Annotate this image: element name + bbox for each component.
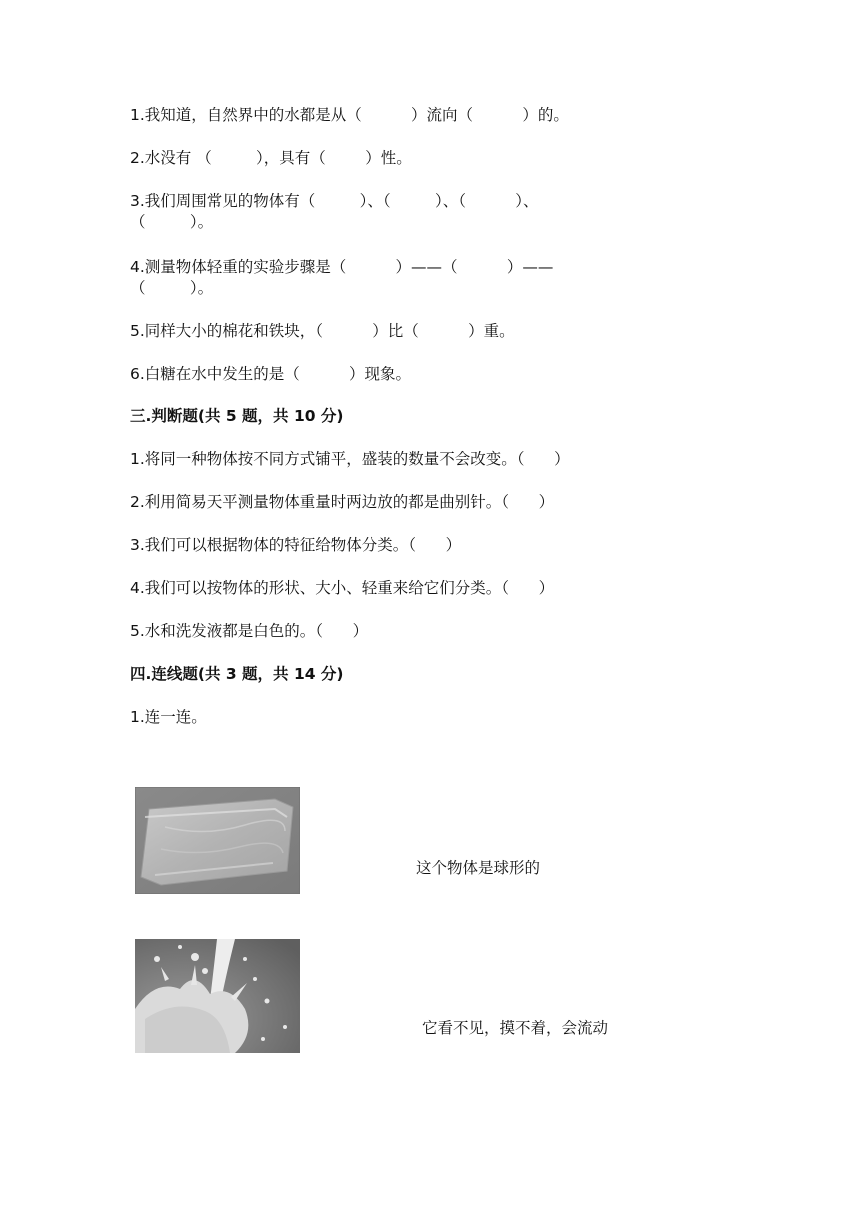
milk-splash-photo-graphic — [135, 939, 300, 1053]
plastic-bag-photo-graphic — [135, 787, 300, 894]
fill-blank-item-1: 1.我知道，自然界中的水都是从（ ）流向（ ）的。 — [130, 106, 569, 124]
fill-blank-item-2: 2.水没有 （ ），具有（ ）性。 — [130, 149, 412, 167]
fill-blank-item-6: 6.白糖在水中发生的是（ ）现象。 — [130, 365, 412, 383]
judge-item-1: 1.将同一种物体按不同方式铺平，盛装的数量不会改变。（ ） — [130, 450, 570, 468]
fill-blank-item-3-continued: （ ）。 — [130, 213, 214, 231]
match-caption-2: 它看不见，摸不着，会流动 — [422, 1019, 609, 1037]
judge-item-4: 4.我们可以按物体的形状、大小、轻重来给它们分类。（ ） — [130, 579, 555, 597]
judge-section-title: 三.判断题(共 5 题，共 10 分) — [130, 407, 344, 425]
milk-splash-photo-icon — [135, 939, 300, 1053]
judge-item-5: 5.水和洗发液都是白色的。（ ） — [130, 622, 369, 640]
match-caption-1: 这个物体是球形的 — [416, 859, 541, 877]
match-section-title: 四.连线题(共 3 题，共 14 分) — [130, 665, 344, 683]
match-prompt: 1.连一连。 — [130, 708, 207, 726]
fill-blank-item-4-continued: （ ）。 — [130, 279, 214, 297]
fill-blank-item-4: 4.测量物体轻重的实验步骤是（ ）——（ ）—— — [130, 258, 554, 276]
judge-item-2: 2.利用简易天平测量物体重量时两边放的都是曲别针。（ ） — [130, 493, 555, 511]
plastic-bag-photo-icon — [135, 787, 300, 894]
fill-blank-item-5: 5.同样大小的棉花和铁块，（ ）比（ ）重。 — [130, 322, 515, 340]
fill-blank-item-3: 3.我们周围常见的物体有（ ）、（ ）、（ ）、 — [130, 192, 539, 210]
judge-item-3: 3.我们可以根据物体的特征给物体分类。（ ） — [130, 536, 462, 554]
